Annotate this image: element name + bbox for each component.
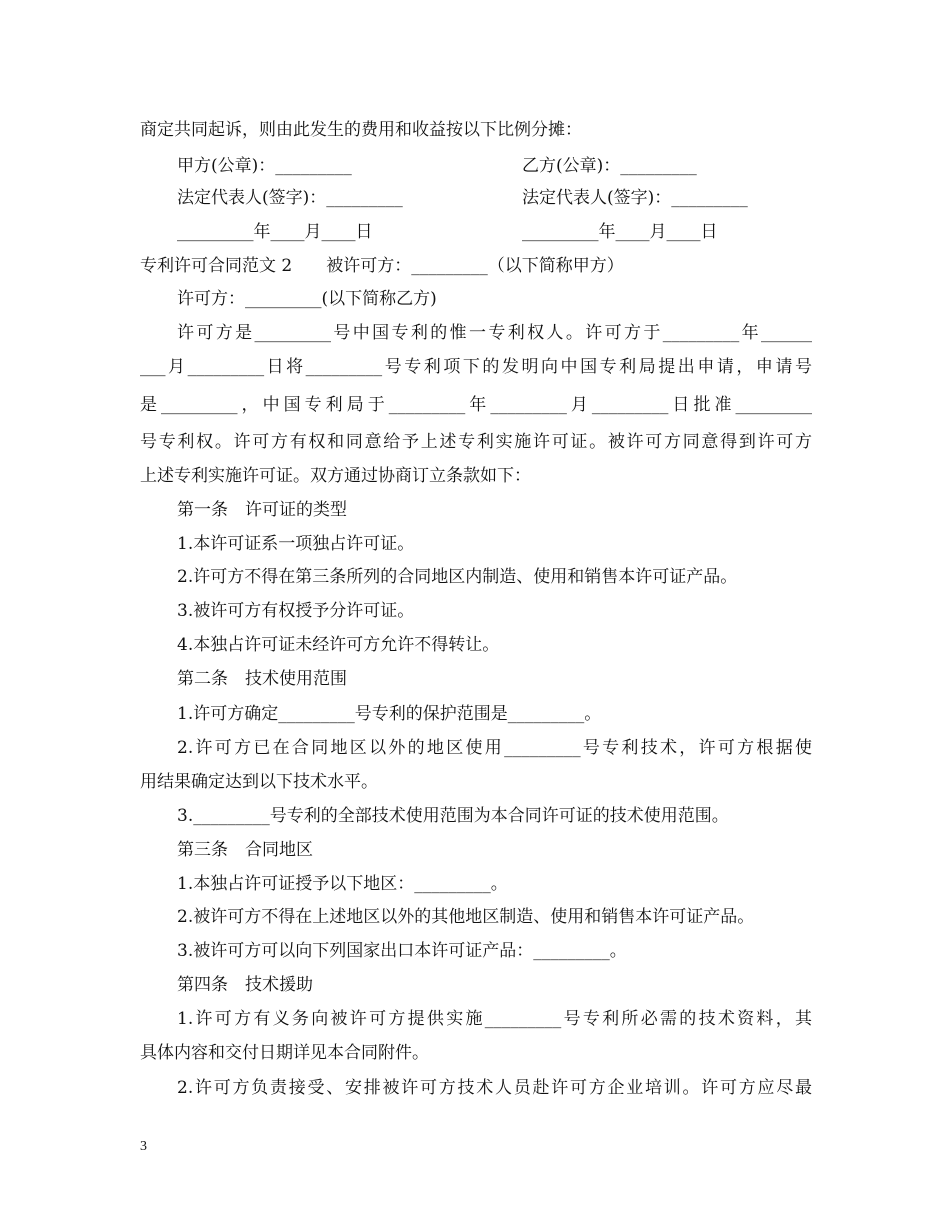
party-a-seal: 甲方(公章)：_________ — [177, 156, 352, 176]
article1-item: 4.本独占许可证未经许可方允许不得转让。 — [177, 635, 500, 655]
party-b-seal: 乙方(公章)：_________ — [522, 156, 697, 176]
preamble-line: 是_________，中国专利局于_________年_________月_________日批准_________ — [140, 395, 812, 415]
sample-title-line: 专利许可合同范文 2 被许可方：_________（以下简称甲方） — [140, 256, 624, 276]
article2-item: 2.许可方已在合同地区以外的地区使用_________号专利技术，许可方根据使 — [177, 738, 812, 758]
page-number: 3 — [140, 1139, 147, 1154]
licensor-line: 许可方：_________(以下简称乙方) — [177, 289, 437, 309]
article1-item: 2.许可方不得在第三条所列的合同地区内制造、使用和销售本许可证产品。 — [177, 567, 738, 587]
article1-heading: 第一条 许可证的类型 — [177, 500, 347, 520]
preamble-line: 上述专利实施许可证。双方通过协商订立条款如下： — [140, 466, 531, 486]
article4-item: 2.许可方负责接受、安排被许可方技术人员赴许可方企业培训。许可方应尽最 — [177, 1078, 812, 1098]
preamble-line: ___月_________日将_________号专利项下的发明向中国专利局提出申请，申请号 — [140, 357, 812, 377]
party-a-date: _________年____月____日 — [177, 222, 373, 242]
article4-heading: 第四条 技术援助 — [177, 975, 313, 995]
preamble-line: 号专利权。许可方有权和同意给予上述专利实施许可证。被许可方同意得到许可方 — [140, 432, 812, 452]
article4-item-continued: 具体内容和交付日期详见本合同附件。 — [140, 1043, 429, 1063]
article2-item-continued: 用结果确定达到以下技术水平。 — [140, 772, 378, 792]
article3-item: 1.本独占许可证授予以下地区：_________。 — [177, 874, 508, 894]
article4-item: 1.许可方有义务向被许可方提供实施_________号专利所必需的技术资料，其 — [177, 1009, 812, 1029]
preamble-line: 许可方是_________号中国专利的惟一专利权人。许可方于_________年______ — [177, 323, 812, 343]
article1-item: 1.本许可证系一项独占许可证。 — [177, 534, 415, 554]
article2-heading: 第二条 技术使用范围 — [177, 669, 347, 689]
article1-item: 3.被许可方有权授予分许可证。 — [177, 601, 415, 621]
intro-line: 商定共同起诉，则由此发生的费用和收益按以下比例分摊： — [140, 120, 582, 140]
article2-item: 3._________号专利的全部技术使用范围为本合同许可证的技术使用范围。 — [177, 806, 729, 826]
party-b-rep: 法定代表人(签字)：_________ — [522, 188, 748, 208]
article3-item: 3.被许可方可以向下列国家出口本许可证产品：_________。 — [177, 941, 627, 961]
party-b-date: _________年____月____日 — [522, 222, 718, 242]
party-a-rep: 法定代表人(签字)：_________ — [177, 188, 403, 208]
article3-item: 2.被许可方不得在上述地区以外的其他地区制造、使用和销售本许可证产品。 — [177, 907, 755, 927]
article3-heading: 第三条 合同地区 — [177, 840, 313, 860]
article2-item: 1.许可方确定_________号专利的保护范围是_________。 — [177, 704, 602, 724]
